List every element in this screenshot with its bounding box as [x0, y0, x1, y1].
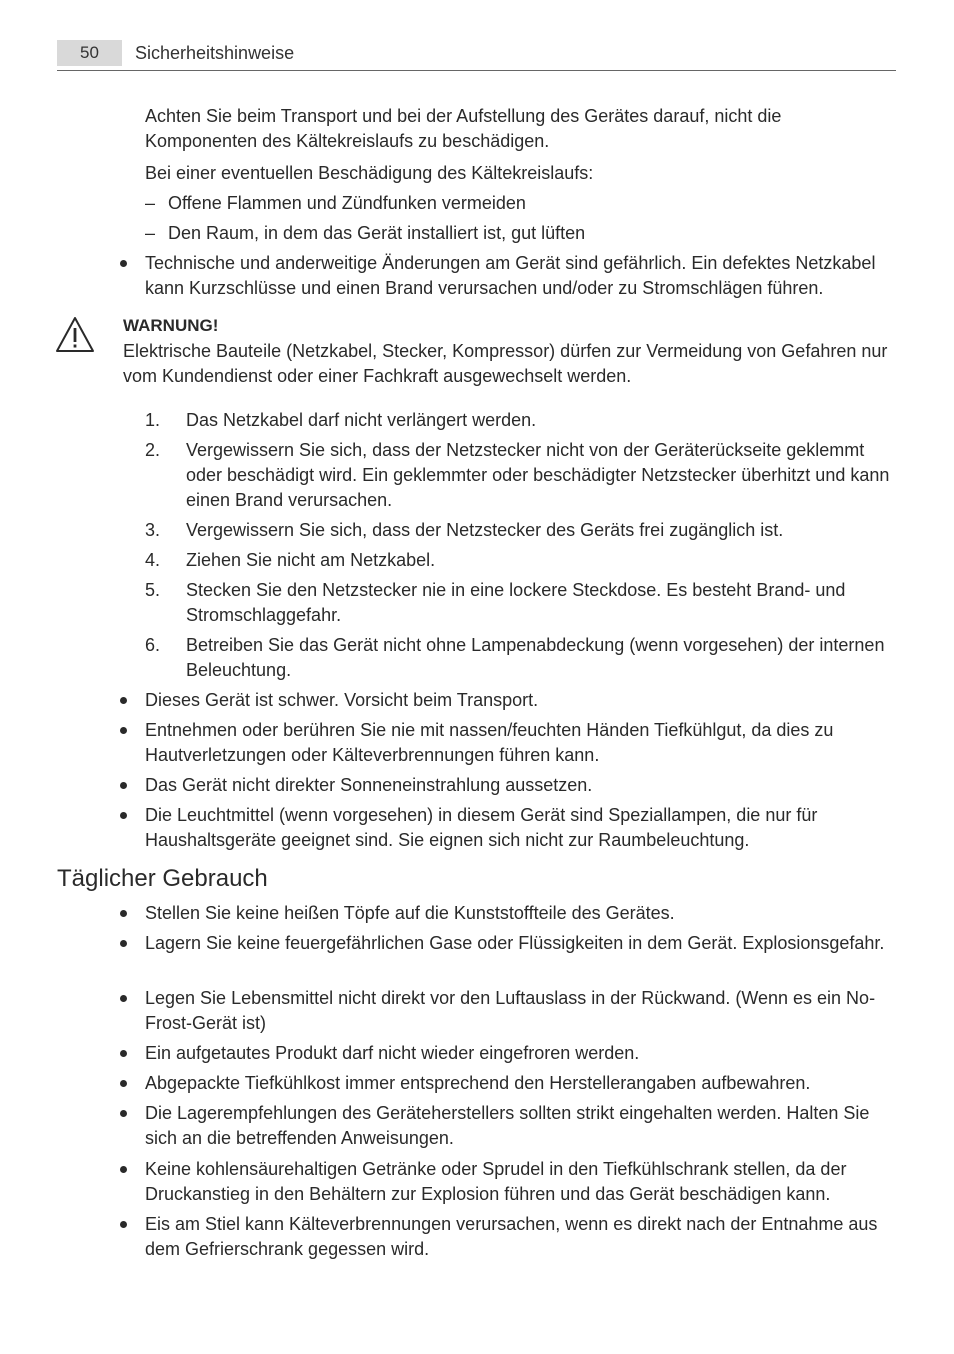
bullet-item-text: Die Lagerempfehlungen des Geräteherstellers sollten strikt eingehalten werden. Halten Sie sich an die betreffenden Anweisungen.: [145, 1103, 870, 1148]
numbered-item-number: 4.: [145, 550, 161, 570]
page-number: 50: [57, 40, 122, 66]
numbered-item-number: 2.: [145, 440, 161, 460]
bullet-item-text: Technische und anderweitige Änderungen am Gerät sind gefährlich. Ein defektes Netzkabel kann Kurzschlüsse und einen Brand verursachen und/oder zu Stromschlägen führen.: [145, 253, 876, 298]
bullet-dot: [120, 697, 127, 704]
bullet-dot: [120, 782, 127, 789]
bullet-dot: [120, 1110, 127, 1117]
bullet-dot: [120, 812, 127, 819]
bullet-item-text: Das Gerät nicht direkter Sonneneinstrahlung aussetzen.: [145, 775, 593, 795]
dash-item-text: Offene Flammen und Zündfunken vermeiden: [168, 193, 526, 213]
intro-paragraph-transport: Achten Sie beim Transport und bei der Aufstellung des Gerätes darauf, nicht die Komponenten des Kältekreislaufs zu beschädigen.: [145, 106, 782, 151]
bullet-item-text: Abgepackte Tiefkühlkost immer entsprechend den Herstellerangaben aufbewahren.: [145, 1073, 811, 1093]
bullet-item-text: Legen Sie Lebensmittel nicht direkt vor den Luftauslass in der Rückwand. (Wenn es ein No-Frost-Gerät ist): [145, 988, 876, 1033]
warning-triangle-icon: [55, 316, 95, 354]
section-header-title: Sicherheitshinweise: [135, 43, 295, 63]
header-divider: [57, 70, 896, 71]
numbered-item-text: Betreiben Sie das Gerät nicht ohne Lampenabdeckung (wenn vorgesehen) der internen Beleuchtung.: [186, 635, 885, 680]
bullet-dot: [120, 995, 127, 1002]
bullet-dot: [120, 727, 127, 734]
numbered-item-text: Ziehen Sie nicht am Netzkabel.: [186, 550, 436, 570]
warning-title: WARNUNG!: [123, 316, 219, 335]
bullet-item-text: Ein aufgetautes Produkt darf nicht wieder eingefroren werden.: [145, 1043, 640, 1063]
warning-body: Elektrische Bauteile (Netzkabel, Stecker, Kompressor) dürfen zur Vermeidung von Gefahren nur vom Kundendienst oder einer Fachkraft ausgewechselt werden.: [123, 341, 888, 386]
numbered-item-text: Vergewissern Sie sich, dass der Netzstecker des Geräts frei zugänglich ist.: [186, 520, 784, 540]
dash-mark: –: [145, 223, 156, 243]
bullet-dot: [120, 1050, 127, 1057]
dash-mark: –: [145, 193, 156, 213]
bullet-dot: [120, 910, 127, 917]
bullet-item-text: Entnehmen oder berühren Sie nie mit nassen/feuchten Händen Tiefkühlgut, da dies zu Hautverletzungen oder Kälteverbrennungen führen kann.: [145, 720, 834, 765]
bullet-dot: [120, 1221, 127, 1228]
bullet-item-text: Eis am Stiel kann Kälteverbrennungen verursachen, wenn es direkt nach der Entnahme aus dem Gefrierschrank gegessen wird.: [145, 1214, 878, 1259]
dash-item-text: Den Raum, in dem das Gerät installiert ist, gut lüften: [168, 223, 586, 243]
section-heading-daily-use: Täglicher Gebrauch: [57, 865, 268, 892]
bullet-dot: [120, 940, 127, 947]
numbered-item-text: Das Netzkabel darf nicht verlängert werden.: [186, 410, 537, 430]
numbered-item-number: 5.: [145, 580, 161, 600]
intro-paragraph-damage: Bei einer eventuellen Beschädigung des Kältekreislaufs:: [145, 163, 594, 183]
bullet-item-text: Keine kohlensäurehaltigen Getränke oder Sprudel in den Tiefkühlschrank stellen, da der Druckanstieg in den Behältern zur Explosion führen und das Gerät beschädigen kann.: [145, 1159, 847, 1204]
numbered-item-number: 6.: [145, 635, 161, 655]
numbered-item-number: 3.: [145, 520, 161, 540]
bullet-item-text: Die Leuchtmittel (wenn vorgesehen) in diesem Gerät sind Speziallampen, die nur für Haushaltsgeräte geeignet sind. Sie eignen sich nicht zur Raumbeleuchtung.: [145, 805, 818, 850]
bullet-dot: [120, 1080, 127, 1087]
bullet-item-text: Lagern Sie keine feuergefährlichen Gase oder Flüssigkeiten in dem Gerät. Explosionsgefahr.: [145, 933, 885, 953]
numbered-item-text: Stecken Sie den Netzstecker nie in eine lockere Steckdose. Es besteht Brand- und Stromschlaggefahr.: [186, 580, 846, 625]
numbered-item-text: Vergewissern Sie sich, dass der Netzstecker nicht von der Geräterückseite geklemmt oder beschädigt wird. Ein geklemmter oder beschädigter Netzstecker überhitzt und kann einen Brand verursachen.: [186, 440, 890, 510]
numbered-item-number: 1.: [145, 410, 161, 430]
bullet-item-text: Dieses Gerät ist schwer. Vorsicht beim Transport.: [145, 690, 539, 710]
bullet-item-text: Stellen Sie keine heißen Töpfe auf die Kunststoffteile des Gerätes.: [145, 903, 675, 923]
bullet-dot: [120, 1166, 127, 1173]
bullet-dot: [120, 260, 127, 267]
